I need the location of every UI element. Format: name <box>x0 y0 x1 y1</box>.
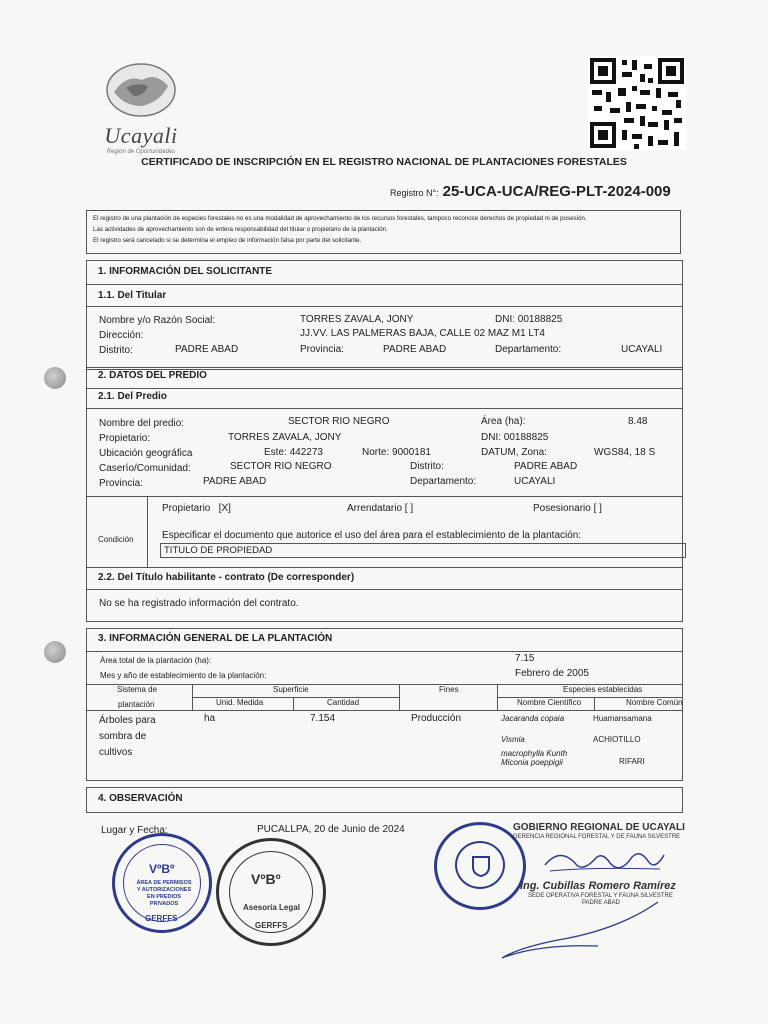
authorization-document-field: TITULO DE PROPIEDAD <box>160 543 686 558</box>
permits-stamp-text: ÁREA DE PERMISOS Y AUTORIZACIONES EN PREDIOS PRIVADOS <box>136 880 192 907</box>
holder-dni: DNI: 00188825 <box>495 314 563 325</box>
holder-province-value: PADRE ABAD <box>383 344 447 355</box>
signatory-name: Ing. Cubillas Romero Ramírez <box>520 880 676 892</box>
property-district-value: PADRE ABAD <box>514 461 578 472</box>
permits-stamp <box>112 833 212 933</box>
punch-hole <box>44 641 66 663</box>
ucayali-logo <box>96 62 186 154</box>
holder-address-label: Dirección: <box>99 330 144 341</box>
legal-stamp-text: Asesoría Legal <box>243 903 300 912</box>
region-emblem-icon <box>96 62 186 118</box>
place-date-value: PUCALLPA, 20 de Junio de 2024 <box>257 824 405 835</box>
legal-advisory-stamp <box>216 838 326 946</box>
operative-seat-place: PADRE ABAD <box>582 900 620 906</box>
legal-stamp-vobo: VºBº <box>251 871 281 887</box>
holder-province-label: Provincia: <box>300 344 344 355</box>
section-1-1-header: 1.1. Del Titular <box>98 290 167 301</box>
signature-flourish <box>498 900 668 962</box>
species-common: ACHIOTILLO <box>593 735 641 744</box>
col-surface: Superficie <box>273 685 309 694</box>
logo-name: Ucayali <box>104 123 178 148</box>
document-instruction: Especificar el documento que autorice el uso del área para el establecimiento de la plantación: <box>162 530 582 541</box>
species-scientific: Jacaranda copaia <box>501 714 565 723</box>
holder-department-value: UCAYALI <box>621 344 663 355</box>
col-scientific-name: Nombre Científico <box>517 698 582 707</box>
operative-seat: SEDE OPERATIVA FORESTAL Y FAUNA SILVESTRE <box>528 893 673 899</box>
col-species: Especies establecidas <box>563 685 643 694</box>
notice-line: Las actividades de aprovechamiento son de entera responsabilidad del titular o propietario de la plantación. <box>93 226 388 233</box>
species-scientific: macrophylla Kunth <box>501 749 568 758</box>
species-common: Huamansamana <box>593 714 652 723</box>
section-plantation <box>86 628 683 781</box>
place-date-label: Lugar y Fecha: <box>101 825 168 836</box>
total-area-label: Área total de la plantación (ha): <box>100 656 212 665</box>
condition-possessor[interactable]: Posesionario [ ] <box>533 503 602 514</box>
owner-value: TORRES ZAVALA, JONY <box>228 432 342 443</box>
community-label: Caserío/Comunidad: <box>99 463 191 474</box>
holder-name-label: Nombre y/o Razón Social: <box>99 315 216 326</box>
property-department-label: Departamento: <box>410 476 477 487</box>
row-quantity: 7.154 <box>310 713 336 724</box>
owner-dni: DNI: 00188825 <box>481 432 549 443</box>
holder-district-value: PADRE ABAD <box>175 344 239 355</box>
coat-of-arms-icon <box>471 855 491 877</box>
holder-name-value: TORRES ZAVALA, JONY <box>300 314 414 325</box>
community-value: SECTOR RIO NEGRO <box>230 461 332 472</box>
holder-address-value: JJ.VV. LAS PALMERAS BAJA, CALLE 02 MAZ M1 LT4 <box>300 328 545 339</box>
condition-owner[interactable]: Propietario [X] <box>162 503 231 514</box>
row-system <box>99 713 156 761</box>
section-2-1-header: 2.1. Del Predio <box>98 391 167 402</box>
property-name-value: SECTOR RIO NEGRO <box>288 416 390 427</box>
row-purpose: Producción <box>411 713 462 724</box>
property-district-label: Distrito: <box>410 461 444 472</box>
registry-label: Registro N°: <box>390 188 439 198</box>
holder-district-label: Distrito: <box>99 345 133 356</box>
section-1-header: 1. INFORMACIÓN DEL SOLICITANTE <box>98 266 273 277</box>
datum-value: WGS84, 18 S <box>594 447 656 458</box>
notice-line: El registro será cancelado si se determina el empleo de información falsa por parte del solicitante. <box>93 237 362 244</box>
property-area-label: Área (ha): <box>481 416 526 427</box>
species-scientific: Miconia poeppigii <box>501 758 563 767</box>
location-east: Este: 442273 <box>264 447 323 458</box>
row-unit: ha <box>204 713 216 724</box>
government-subtitle: GERENCIA REGIONAL FORESTAL Y DE FAUNA SILVESTRE <box>513 834 681 840</box>
section-4-header: 4. OBSERVACIÓN <box>98 793 183 804</box>
property-province-value: PADRE ABAD <box>203 476 267 487</box>
col-system-2: plantación <box>118 700 155 709</box>
section-2-2-header: 2.2. Del Título habilitante - contrato (De corresponder) <box>98 572 355 583</box>
property-department-value: UCAYALI <box>514 476 556 487</box>
establishment-date-label: Mes y año de establecimiento de la plantación: <box>100 671 267 680</box>
establishment-date-value: Febrero de 2005 <box>515 668 589 679</box>
registry-number <box>390 183 671 200</box>
government-title: GOBIERNO REGIONAL DE UCAYALI <box>513 822 685 833</box>
property-area-value: 8.48 <box>628 416 648 427</box>
legal-stamp-gerffs: GERFFS <box>255 921 288 930</box>
permits-stamp-gerffs: GERFFS <box>145 914 178 923</box>
col-common-name: Nombre Común <box>626 698 683 707</box>
holder-department-label: Departamento: <box>495 344 562 355</box>
condition-tenant[interactable]: Arrendatario [ ] <box>347 503 414 514</box>
section-2-header: 2. DATOS DEL PREDIO <box>98 370 207 381</box>
certificate-title: CERTIFICADO DE INSCRIPCIÓN EN EL REGISTRO NACIONAL DE PLANTACIONES FORESTALES <box>141 156 627 168</box>
property-name-label: Nombre del predio: <box>99 418 185 429</box>
section-3-header: 3. INFORMACIÓN GENERAL DE LA PLANTACIÓN <box>98 633 333 644</box>
legal-notice <box>86 210 681 254</box>
datum-label: DATUM, Zona: <box>481 447 547 458</box>
condition-label: Condición <box>98 535 134 544</box>
species-scientific: Vismia <box>501 735 525 744</box>
notice-line: El registro de una plantación de especies forestales no es una modalidad de aprovechamiento de los recursos forestales, tampoco reconoce derechos de propiedad ni de posesión. <box>93 215 587 222</box>
total-area-value: 7.15 <box>515 653 535 664</box>
row-system-line: cultivos <box>99 747 133 758</box>
location-label: Ubicación geográfica <box>99 448 193 459</box>
logo-tagline: Región de Oportunidades <box>106 149 176 155</box>
registry-value: 25-UCA-UCA/REG-PLT-2024-009 <box>442 183 671 200</box>
col-unit: Unid. Medida <box>216 698 264 707</box>
punch-hole <box>44 367 66 389</box>
col-purpose: Fines <box>439 685 459 694</box>
col-system-1: Sistema de <box>117 685 158 694</box>
contract-info: No se ha registrado información del contrato. <box>99 598 299 609</box>
species-common: RIFARI <box>619 757 645 766</box>
col-quantity: Cantidad <box>327 698 360 707</box>
permits-stamp-vobo: VºBº <box>149 862 175 876</box>
section-property <box>86 367 683 622</box>
owner-label: Propietario: <box>99 433 151 444</box>
handwritten-signature <box>540 845 670 879</box>
qr-code[interactable] <box>588 56 686 150</box>
row-system-line: sombra de <box>99 731 147 742</box>
row-system-line: Árboles para <box>99 715 156 726</box>
location-north: Norte: 9000181 <box>362 447 431 458</box>
property-province-label: Provincia: <box>99 478 143 489</box>
